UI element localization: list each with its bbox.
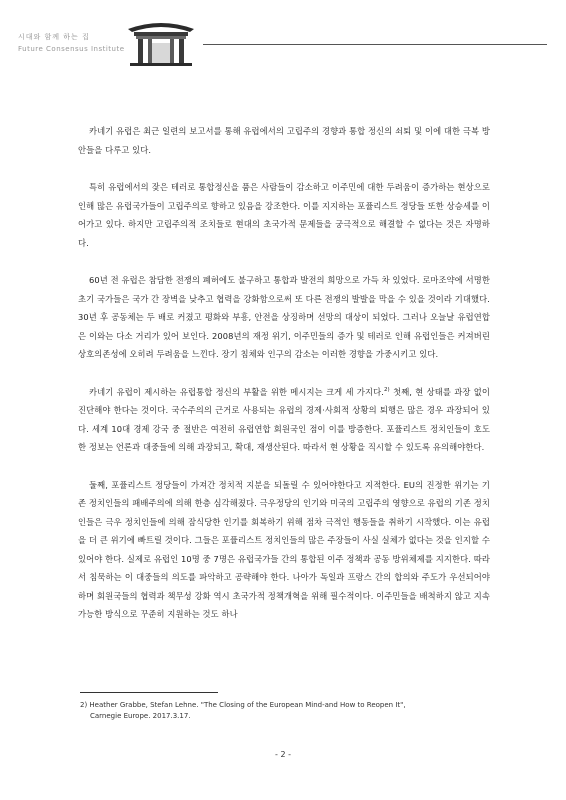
paragraph-4-lead: 카네기 유럽이 제시하는 유럽통합 정신의 부활을 위한 메시지는 크게 세 가지다.	[89, 386, 384, 397]
page-header	[0, 0, 566, 70]
paragraph-1: 카네기 유럽은 최근 일련의 보고서를 통해 유럽에서의 고립주의 경향과 통합 정신의 쇠퇴 및 이에 대한 극복 방안들을 다루고 있다.	[78, 126, 490, 155]
footnote-rule	[80, 692, 218, 693]
footnote-line-1: 2) Heather Grabbe, Stefan Lehne. "The Closing of the European Mind-and How to Reopen It",	[80, 701, 406, 709]
paragraph-4-body: 첫째, 현 상태를 과장 없이 진단해야 한다는 것이다. 국수주의의 근거로 사용되는 유럽의 경제·사회적 상황의 퇴행은 많은 경우 과장되어 있다. 세계 10대 경제 강국 중 절반은 여전히 유럽연합 회원국인 점이 이를 방증한다. 포퓰리스트 정치인들이 호도한 정보는 언론과 대중들에 의해 과장되고, 확대, 재생산된다. 따라서 현 상황을 직시할 수 있도록 유의해야한다.	[78, 386, 490, 452]
footnote-line-2: Carnegie Europe. 2017.3.17.	[90, 712, 191, 720]
paragraph-3: 60년 전 유럽은 참담한 전쟁의 폐허에도 불구하고 통합과 발전의 희망으로 가득 차 있었다. 로마조약에 서명한 초기 국가들은 국가 간 장벽을 낮추고 협력을 강화함으로써 또 다른 전쟁의 발발을 막을 수 있을 것이라 기대했다. 30년 후 공동체는 두 배로 커졌고 평화와 부흥, 안전을 상징하며 선망의 대상이 되었다. 그러나 오늘날 유럽연합은 이와는 다소 거리가 있어 보인다. 2008년의 재정 위기, 이주민들의 증가 및 테러로 인해 유럽인들은 커져버린 상호의존성에 오히려 두려움을 느낀다. 장기 침체와 인구의 감소는 이러한 경향을 가중시키고 있다.	[78, 275, 490, 359]
header-rule	[203, 44, 547, 45]
page-number: - 2 -	[275, 750, 291, 759]
paragraph-5: 둘째, 포퓰리스트 정당들이 가져간 정치적 지분을 되돌릴 수 있어야한다고 지적한다. EU의 진정한 위기는 기존 정치인들의 패배주의에 의해 한층 심각해졌다. 극우정당의 인기와 미국의 고립주의 영향으로 유럽의 기존 정치인들은 극우 정치인들에 의해 잠식당한 인기를 회복하기 위해 점차 극적인 행동들을 취하기 시작했다. 이는 유럽을 더 큰 위기에 빠트릴 것이다. 그들은 포퓰리스트 정치인들의 많은 주장들이 사실 실체가 없다는 것을 인지할 수 있어야 한다. 실제로 유럽인 10명 중 7명은 유럽국가들 간의 통합된 이주 정책과 공동 방위체제를 지지한다. 따라서 침묵하는 이 대중들의 의도를 파악하고 공략해야 한다. 나아가 독일과 프랑스 간의 합의와 주도가 우선되어야하며 회원국들의 협력과 책무성 강화 역시 초국가적 정책개혁을 위해 필수적이다. 이주민들을 배척하지 않고 지속가능한 방식으로 꾸준히 지원하는 것도 하나	[78, 479, 490, 619]
brand-korean-tagline: 시대와 함께 하는 집	[18, 33, 90, 41]
document-body	[78, 122, 490, 643]
traditional-gate-icon	[126, 15, 196, 67]
footnote	[80, 700, 500, 722]
paragraph-2: 특히 유럽에서의 잦은 테러로 통합정신을 품은 사람들이 감소하고 이주민에 대한 두려움이 증가하는 현상으로 인해 많은 유럽국가들이 고립주의로 향하고 있음을 강조한다. 이를 지지하는 포퓰리스트 정당들 또한 상승세를 이어가고 있다. 하지만 고립주의적 조치들로 현대의 초국가적 문제들을 궁극적으로 해결할 수 없다는 것은 자명하다.	[78, 182, 490, 248]
footnote-ref[interactable]: 2)	[383, 386, 390, 393]
paragraph-4	[78, 383, 490, 457]
brand-english-name: Future Consensus Institute	[18, 45, 125, 53]
